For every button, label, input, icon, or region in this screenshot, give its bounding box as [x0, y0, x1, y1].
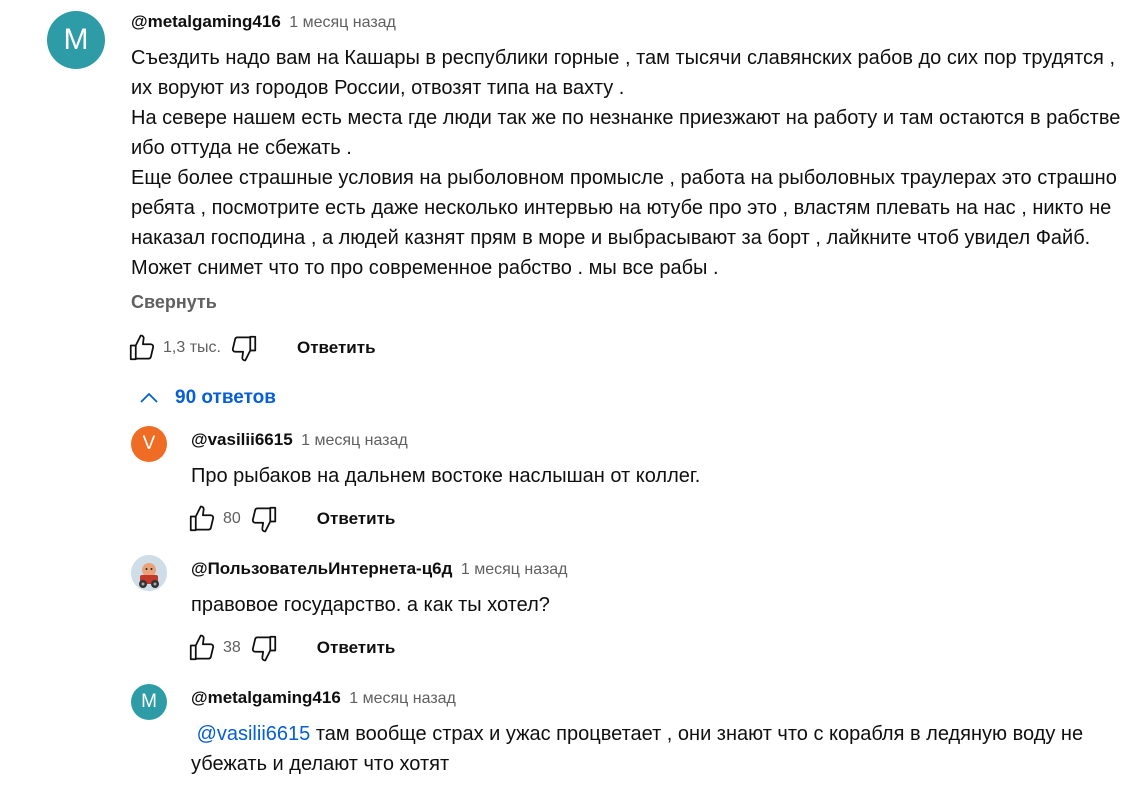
comment-paragraph: Съездить надо вам на Кашары в республики горные , там тысячи славянских рабов до сих пор трудятся , их воруют из городов России, отвозят типа на вахту .: [131, 47, 1115, 99]
thumb-up-icon: [127, 333, 157, 363]
reply-header: [191, 559, 568, 579]
cartoon-avatar-icon: [131, 555, 167, 591]
replies-toggle[interactable]: [137, 386, 276, 410]
reply-time[interactable]: 1 месяц назад: [460, 561, 568, 578]
comment-paragraph: На севере нашем есть места где люди так же по незнанке приезжают на работу и там остаются в рабстве ибо оттуда не сбежать .: [131, 107, 1121, 159]
reply-text: Про рыбаков на дальнем востоке наслышан от коллег.: [191, 465, 701, 487]
author-name[interactable]: @metalgaming416: [131, 12, 281, 31]
reply-avatar[interactable]: M: [131, 684, 167, 720]
reply-avatar[interactable]: [131, 555, 167, 591]
dislike-button[interactable]: [247, 631, 281, 665]
reply-author[interactable]: @vasilii6615: [191, 430, 293, 449]
reply-text: правовое государство. а как ты хотел?: [191, 594, 550, 616]
comment-header: [131, 12, 396, 32]
thumb-down-icon: [229, 333, 259, 363]
reply-author[interactable]: @metalgaming416: [191, 688, 341, 707]
dislike-button[interactable]: [227, 331, 261, 365]
reply-button[interactable]: Ответить: [316, 509, 396, 528]
comment-paragraph: Еще более страшные условия на рыболовном промысле , работа на рыболовных траулерах это страшно ребята , посмотрите есть даже несколько интервью на ютубе про это , властям плевать на нас , никто не наказал господина , а людей казнят прям в море и выбрасывают за борт , лайкните чтоб увидел Файб. Может снимет что то про современное рабство . мы все рабы .: [131, 167, 1117, 279]
comment-time[interactable]: 1 месяц назад: [289, 14, 396, 31]
replies-toggle-label: 90 ответов: [175, 387, 276, 408]
thumb-up-icon: [187, 504, 217, 534]
reply-time[interactable]: 1 месяц назад: [349, 690, 456, 707]
reply-button[interactable]: Ответить: [296, 338, 376, 357]
reply-actions: [185, 502, 395, 536]
reply-text: [191, 719, 1126, 779]
dislike-button[interactable]: [247, 502, 281, 536]
reply-text-content: там вообще страх и ужас процветает , они знают что с корабля в ледяную воду не убежать и делают что хотят: [191, 723, 1084, 775]
chevron-up-icon: [137, 386, 161, 410]
like-button[interactable]: [185, 502, 219, 536]
thumb-down-icon: [249, 633, 279, 663]
reply-actions: [185, 631, 395, 665]
like-count: 38: [223, 639, 241, 656]
mention-link[interactable]: @vasilii6615: [196, 723, 311, 745]
comment-text: [131, 43, 1126, 283]
thumb-up-icon: [187, 633, 217, 663]
like-count: 80: [223, 510, 241, 527]
like-button[interactable]: [185, 631, 219, 665]
reply-header: [191, 430, 408, 450]
like-button[interactable]: [125, 331, 159, 365]
comment-actions: [125, 331, 376, 365]
author-avatar[interactable]: M: [47, 11, 105, 69]
collapse-button[interactable]: Свернуть: [131, 292, 217, 312]
reply-button[interactable]: Ответить: [316, 638, 396, 657]
reply-author[interactable]: @ПользовательИнтернета-ц6д: [191, 559, 453, 578]
reply-avatar[interactable]: V: [131, 426, 167, 462]
reply-header: [191, 688, 456, 708]
reply-time[interactable]: 1 месяц назад: [301, 432, 408, 449]
thumb-down-icon: [249, 504, 279, 534]
like-count: 1,3 тыс.: [163, 339, 221, 356]
